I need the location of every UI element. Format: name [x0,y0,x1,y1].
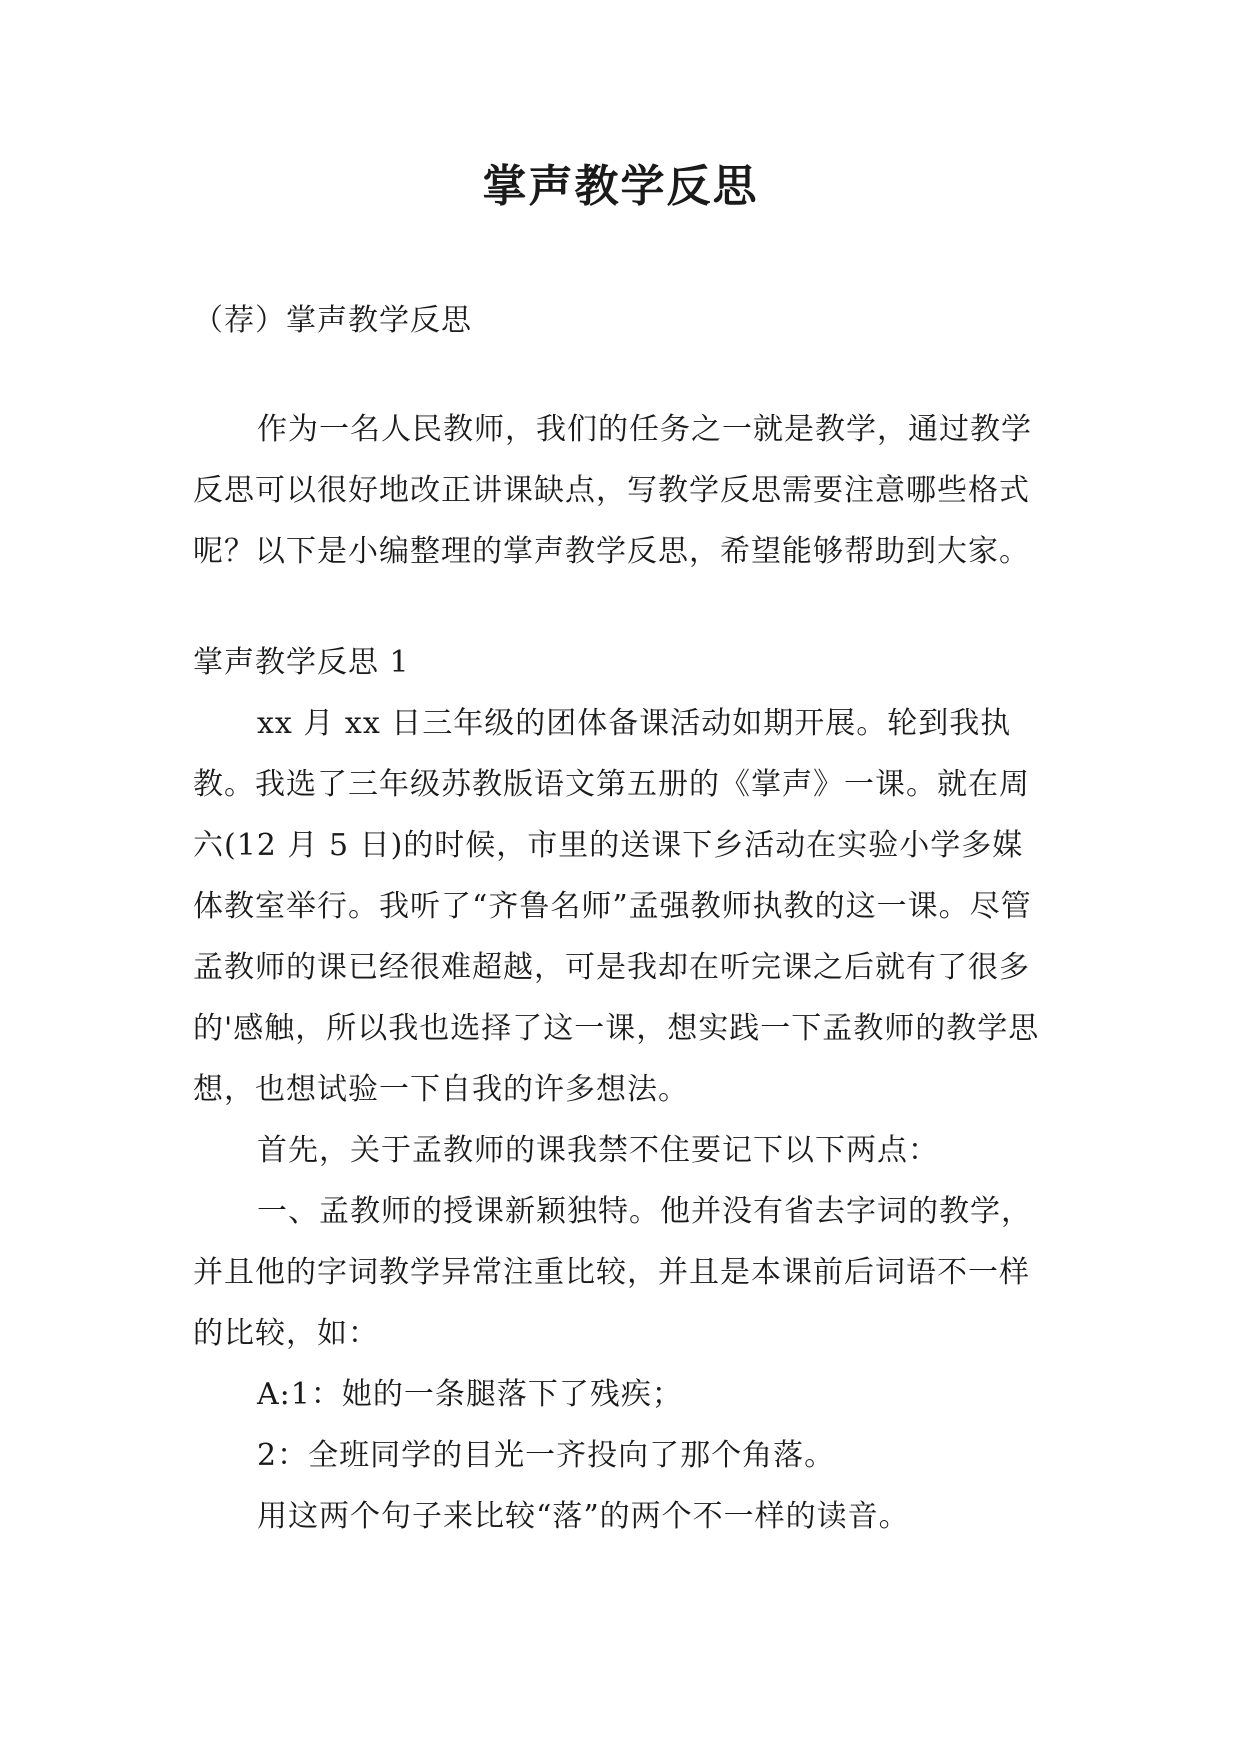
paragraph: xx 月 xx 日三年级的团体备课活动如期开展。轮到我执教。我选了三年级苏教版语文第五册的《掌声》一课。就在周六(12 月 5 日)的时候，市里的送课下乡活动在实验小学多媒体教室举行。我听了“齐鲁名师”孟强教师执教的这一课。尽管孟教师的课已经很难超越，可是我却在听完课之后就有了很多的'感触，所以我也选择了这一课，想实践一下孟教师的教学思想，也想试验一下自我的许多想法。 [193,706,1040,1107]
intro-paragraph: 作为一名人民教师，我们的任务之一就是教学，通过教学反思可以很好地改正讲课缺点，写教学反思需要注意哪些格式呢？以下是小编整理的掌声教学反思，希望能够帮助到大家。 [193,412,1032,569]
paragraph: 2：全班同学的目光一齐投向了那个角落。 [257,1438,836,1473]
document-body [193,290,1053,1547]
paragraph: 一、孟教师的授课新颖独特。他并没有省去字词的教学，并且他的字词教学异常注重比较，并且是本课前后词语不一样的比较，如： [193,1194,1032,1351]
paragraph: 首先，关于孟教师的课我禁不住要记下以下两点： [257,1133,939,1168]
paragraph: A:1：她的一条腿落下了残疾； [257,1377,683,1412]
section-heading: 掌声教学反思 1 [193,645,410,680]
document-title: 掌声教学反思 [482,161,759,212]
paragraph: 用这两个句子来比较“落”的两个不一样的读音。 [257,1499,910,1534]
subtitle: （荐）掌声教学反思 [193,303,472,338]
